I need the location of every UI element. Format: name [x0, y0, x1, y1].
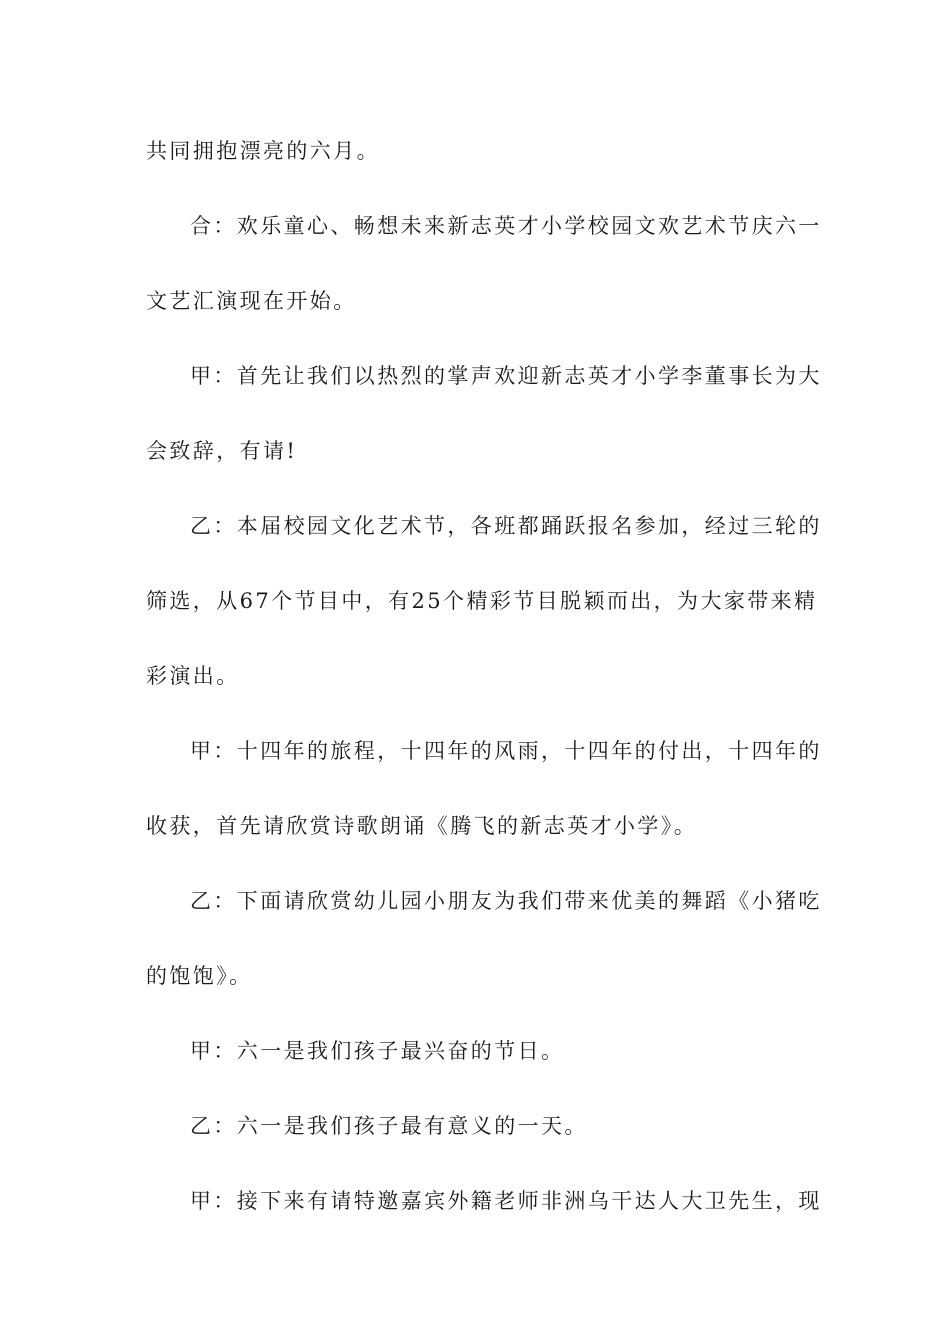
text-line: 彩演出。	[146, 664, 240, 688]
text-line: 甲：十四年的旅程，十四年的风雨，十四年的付出，十四年的	[190, 739, 822, 763]
text-line: 乙：下面请欣赏幼儿园小朋友为我们带来优美的舞蹈《小猪吃	[190, 889, 822, 913]
text-line: 甲：接下来有请特邀嘉宾外籍老师非洲乌干达人大卫先生，现	[190, 1189, 822, 1213]
text-line: 合：欢乐童心、畅想未来新志英才小学校园文欢艺术节庆六一	[190, 214, 822, 238]
text-line: 收获，首先请欣赏诗歌朗诵《腾飞的新志英才小学》。	[146, 814, 698, 838]
text-line: 会致辞，有请!	[146, 439, 298, 463]
text-line: 的饱饱》。	[146, 964, 253, 988]
text-line: 乙：六一是我们孩子最有意义的一天。	[190, 1114, 588, 1138]
text-line: 筛选，从67个节目中，有25个精彩节目脱颖而出，为大家带来精	[146, 589, 818, 613]
text-line: 共同拥抱漂亮的六月。	[146, 139, 380, 163]
text-line: 甲：首先让我们以热烈的掌声欢迎新志英才小学李董事长为大	[190, 364, 822, 388]
text-line: 甲：六一是我们孩子最兴奋的节日。	[190, 1039, 565, 1063]
text-line: 文艺汇演现在开始。	[146, 289, 357, 313]
text-line: 乙：本届校园文化艺术节，各班都踊跃报名参加，经过三轮的	[190, 514, 822, 538]
